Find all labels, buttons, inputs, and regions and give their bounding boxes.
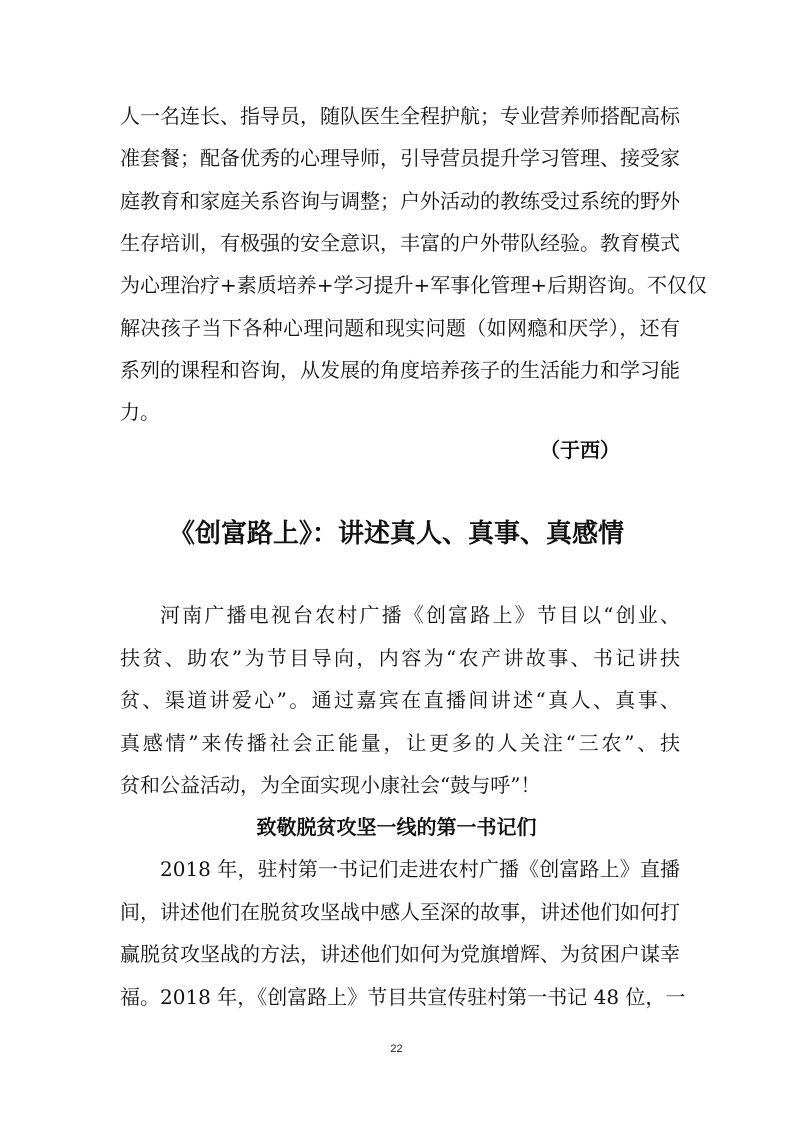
section-subheading: 致敬脱贫攻坚一线的第一书记们 [256, 815, 537, 839]
article-title: 《创富路上》：讲述真人、真事、真感情 [168, 519, 624, 549]
text-line: 准套餐；配备优秀的心理导师，引导营员提升学习管理、接受家 [120, 146, 680, 170]
text-line: 人一名连长、指导员，随队医生全程护航；专业营养师搭配高标 [120, 104, 680, 128]
text-line: 为心理治疗+素质培养+学习提升+军事化管理+后期咨询。不仅仅 [120, 273, 708, 297]
text-line: 贫、渠道讲爱心”。通过嘉宾在直播间讲述“真人、真事、 [120, 688, 680, 712]
text-line: 河南广播电视台农村广播《创富路上》节目以“创业、 [160, 603, 680, 627]
text-line: 福。2018 年，《创富路上》节目共宣传驻村第一书记 48 位，一 [120, 985, 686, 1009]
author-signature: （于西） [540, 438, 620, 462]
text-line: 庭教育和家庭关系咨询与调整；户外活动的教练受过系统的野外 [120, 189, 680, 213]
text-line: 真感情”来传播社会正能量，让更多的人关注“三农”、扶 [120, 731, 680, 755]
text-line: 贫和公益活动，为全面实现小康社会“鼓与呼”！ [120, 773, 541, 797]
text-line: 力。 [120, 400, 160, 424]
text-line: 2018 年，驻村第一书记们走进农村广播《创富路上》直播 [160, 857, 680, 881]
page-number: 22 [390, 1043, 403, 1055]
text-line: 间，讲述他们在脱贫攻坚战中感人至深的故事，讲述他们如何打 [120, 900, 680, 924]
text-line: 赢脱贫攻坚战的方法，讲述他们如何为党旗增辉、为贫困户谋幸 [120, 942, 680, 966]
text-line: 生存培训，有极强的安全意识，丰富的户外带队经验。教育模式 [120, 231, 680, 255]
text-line: 扶贫、助农”为节目导向，内容为“农产讲故事、书记讲扶 [120, 646, 680, 670]
text-line: 解决孩子当下各种心理问题和现实问题（如网瘾和厌学），还有 [120, 316, 680, 340]
text-line: 系列的课程和咨询，从发展的角度培养孩子的生活能力和学习能 [120, 358, 680, 382]
